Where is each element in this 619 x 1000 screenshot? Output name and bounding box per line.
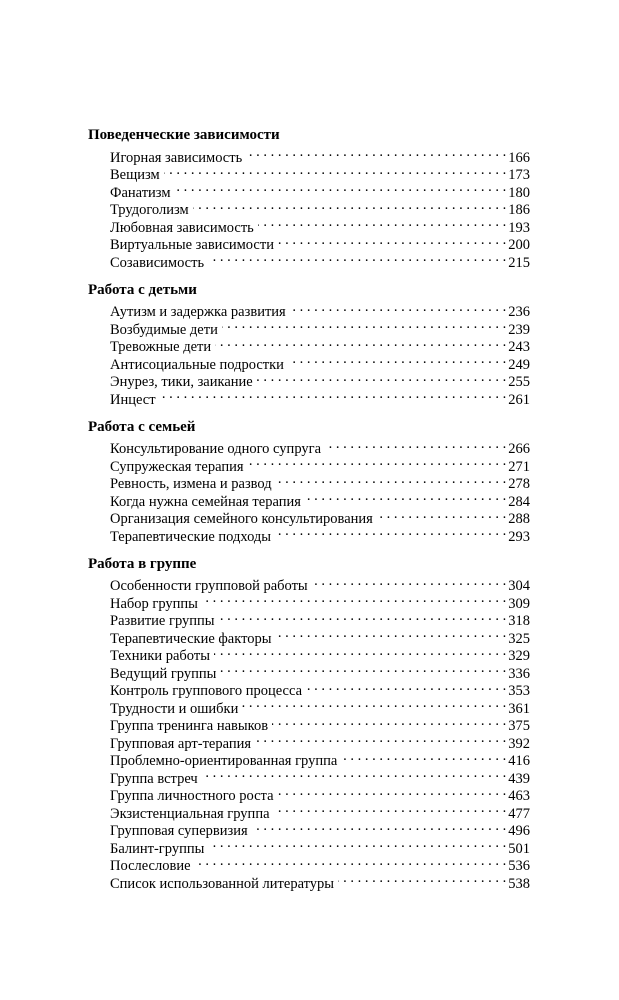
dot-leader — [276, 471, 507, 489]
page-number: 261 — [508, 391, 530, 408]
page-number: 284 — [508, 493, 530, 510]
entry-title: Аутизм и задержка развития — [110, 304, 286, 320]
entry-title: Групповая супервизия — [110, 823, 248, 839]
dot-leader — [306, 678, 506, 696]
dot-leader — [202, 765, 507, 783]
toc-entry — [88, 144, 530, 166]
dot-leader — [275, 625, 506, 643]
entry-title: Терапевтические подходы — [110, 528, 272, 545]
entry-title: Ведущий группы — [110, 665, 217, 682]
dot-leader — [193, 197, 507, 215]
toc-entry — [88, 299, 530, 320]
page-number: 477 — [508, 805, 530, 822]
page-number: 166 — [508, 149, 530, 166]
page-number: 392 — [508, 735, 530, 752]
dot-leader — [202, 590, 506, 608]
dot-leader — [278, 232, 506, 250]
page-number: 180 — [508, 184, 530, 201]
entry-title: Супружеская терапия — [110, 458, 244, 475]
page-number: 288 — [508, 511, 530, 527]
entry-title: Трудоголизм — [110, 202, 189, 218]
entry-list — [88, 436, 530, 545]
dot-leader — [242, 695, 506, 713]
entry-title: Группа личностного роста — [110, 788, 274, 804]
dot-leader — [257, 369, 507, 387]
dot-leader — [290, 299, 507, 317]
page-number: 501 — [508, 840, 530, 857]
dot-leader — [220, 660, 506, 678]
dot-leader — [164, 162, 507, 180]
page-number: 318 — [508, 613, 530, 629]
dot-leader — [255, 730, 506, 748]
entry-title: Ревность, измена и развод — [110, 476, 272, 492]
entry-title: Консультирование одного супруга — [110, 441, 322, 457]
dot-leader — [214, 643, 506, 661]
entry-title: Балинт-группы — [110, 840, 205, 857]
entry-list — [88, 144, 530, 271]
entry-list — [88, 573, 530, 892]
page-number: 200 — [508, 237, 530, 253]
page-number: 536 — [508, 858, 530, 874]
toc-section — [88, 418, 530, 545]
entry-title: Набор группы — [110, 595, 198, 612]
page-number: 538 — [508, 875, 530, 892]
entry-title: Тревожные дети — [110, 339, 212, 355]
dot-leader — [246, 144, 506, 162]
entry-title: Послесловие — [110, 858, 191, 874]
entry-title: Фанатизм — [110, 184, 171, 201]
entry-title: Особенности групповой работы — [110, 578, 308, 594]
entry-title: Антисоциальные подростки — [110, 356, 284, 373]
page-number: 416 — [508, 753, 530, 769]
entry-title: Созависимость — [110, 254, 205, 271]
entry-title: Организация семейного консультирования — [110, 511, 373, 527]
page-number: 271 — [508, 458, 530, 475]
dot-leader — [208, 835, 506, 853]
entry-title: Когда нужна семейная терапия — [110, 493, 301, 510]
entry-title: Вещизм — [110, 167, 160, 183]
entry-title: Виртуальные зависимости — [110, 237, 274, 253]
page-number: 353 — [508, 683, 530, 699]
section-title: Поведенческие зависимости — [88, 127, 280, 143]
entry-title: Возбудимые дети — [110, 321, 218, 338]
dot-leader — [160, 386, 507, 404]
page-number: 293 — [508, 528, 530, 545]
entry-title: Терапевтические факторы — [110, 630, 272, 647]
toc-section — [88, 555, 530, 892]
page-number: 361 — [508, 700, 530, 717]
page-number: 186 — [508, 202, 530, 218]
page-number: 463 — [508, 788, 530, 804]
section-title: Работа в группе — [88, 555, 197, 572]
entry-title: Игорная зависимость — [110, 149, 243, 166]
dot-leader — [377, 506, 506, 524]
dot-leader — [288, 351, 506, 369]
dot-leader — [222, 316, 506, 334]
entry-list — [88, 299, 530, 408]
dot-leader — [208, 249, 506, 267]
page-number: 266 — [508, 441, 530, 457]
page-number: 336 — [508, 665, 530, 682]
dot-leader — [305, 488, 506, 506]
entry-title: Техники работы — [110, 648, 210, 664]
dot-leader — [274, 800, 507, 818]
dot-leader — [258, 214, 506, 232]
toc-section — [88, 281, 530, 408]
dot-leader — [325, 436, 506, 454]
entry-title: Группа встреч — [110, 770, 198, 787]
page-number: 304 — [508, 578, 530, 594]
page-number: 325 — [508, 630, 530, 647]
page-number: 249 — [508, 356, 530, 373]
entry-title: Энурез, тики, заикание — [110, 374, 253, 390]
dot-leader — [219, 608, 507, 626]
entry-title: Трудности и ошибки — [110, 700, 239, 717]
page-number: 173 — [508, 167, 530, 183]
section-title: Работа с семьей — [88, 418, 196, 435]
page-number: 239 — [508, 321, 530, 338]
dot-leader — [341, 748, 506, 766]
page-number: 215 — [508, 254, 530, 271]
page-number: 309 — [508, 595, 530, 612]
dot-leader — [338, 870, 506, 888]
entry-title: Контроль группового процесса — [110, 683, 303, 699]
entry-title: Групповая арт-терапия — [110, 735, 252, 752]
dot-leader — [252, 818, 507, 836]
entry-title: Развитие группы — [110, 613, 215, 629]
table-of-contents — [88, 126, 530, 892]
section-title: Работа с детьми — [88, 281, 197, 298]
dot-leader — [275, 523, 506, 541]
entry-title: Проблемно-ориентированная группа — [110, 753, 338, 769]
entry-title: Любовная зависимость — [110, 219, 254, 236]
entry-title: Инцест — [110, 391, 156, 408]
dot-leader — [175, 179, 507, 197]
toc-entry — [88, 436, 530, 457]
entry-title: Экзистенциальная группа — [110, 805, 270, 822]
page-number: 496 — [508, 823, 530, 839]
dot-leader — [312, 573, 507, 591]
toc-section — [88, 126, 530, 271]
page-number: 329 — [508, 648, 530, 664]
entry-title: Список использованной литературы — [110, 875, 335, 892]
page-number: 193 — [508, 219, 530, 236]
dot-leader — [195, 853, 507, 871]
toc-entry — [88, 573, 530, 594]
dot-leader — [248, 453, 507, 471]
page-number: 278 — [508, 476, 530, 492]
page-number: 375 — [508, 718, 530, 734]
dot-leader — [272, 713, 506, 731]
page-number: 243 — [508, 339, 530, 355]
page-number: 236 — [508, 304, 530, 320]
dot-leader — [278, 783, 507, 801]
entry-title: Группа тренинга навыков — [110, 718, 269, 734]
page-number: 439 — [508, 770, 530, 787]
dot-leader — [215, 334, 506, 352]
page-number: 255 — [508, 374, 530, 390]
